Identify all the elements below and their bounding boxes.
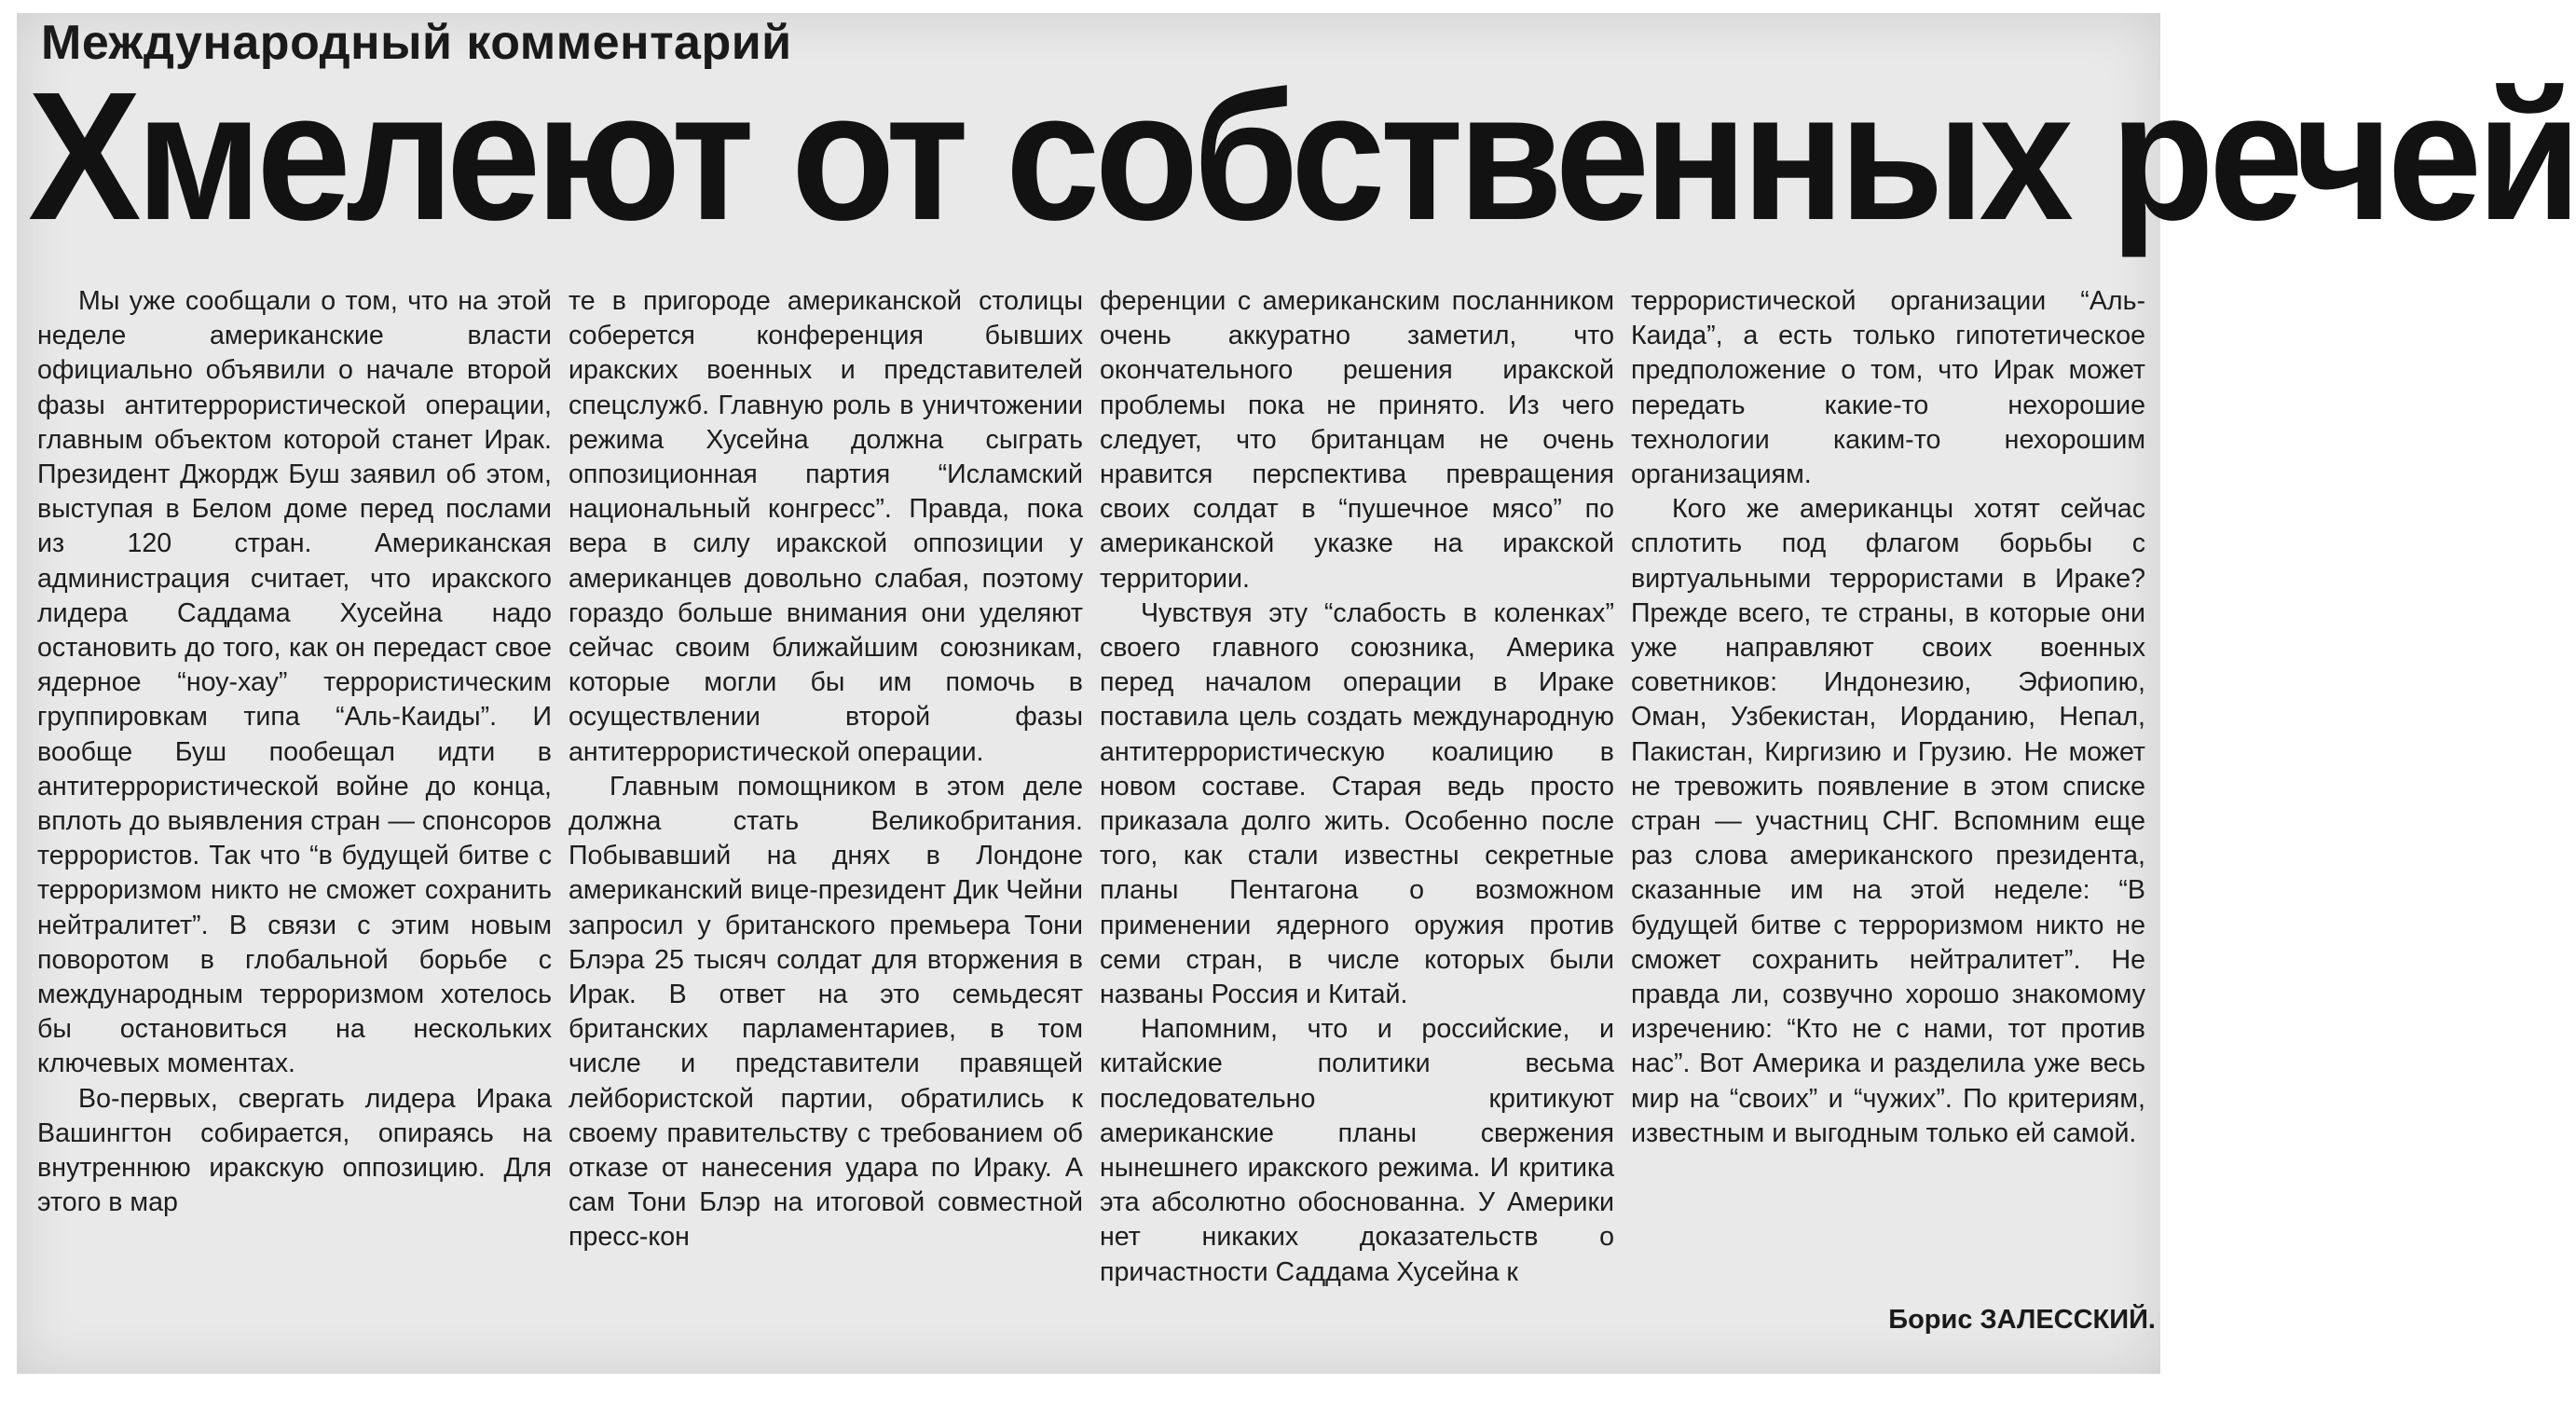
paragraph: ференции с американским посланником очень аккуратно заметил, что окончательного решения иракской проблемы пока не принято. Из чего следует, что британцам не очень нравится перспектива превращения своих солдат в “пушечное мясо” по американской указке на иракской территории. xyxy=(1100,286,1614,594)
paragraph: Главным помощником в этом деле должна стать Великобритания. Побывавший на днях в Лондоне американский вице-президент Дик Чейни запросил у британского премьера Тони Блэра 25 тысяч солдат для вторжения в Ирак. В ответ на это семьдесят британских парламентариев, в том числе и представители правящей лейбористской партии, обратились к своему правительству с требованием об отказе от нанесения удара по Ираку. А сам Тони Блэр на итоговой совместной пресс-кон xyxy=(569,771,1083,1253)
article-headline: Хмелеют от собственных речей xyxy=(28,54,2576,258)
paragraph: те в пригороде американской столицы соберется конференция бывших иракских военных и представителей спецслужб. Главную роль в уничтожении режима Хусейна должна сыграть оппозиционная партия “Исламский национальный конгресс”. Правда, пока вера в силу иракской оппозиции у американцев довольно слабая, поэтому гораздо больше внимания они уделяют сейчас своим ближайшим союзникам, которые могли бы им помочь в осуществлении второй фазы антитеррористической операции. xyxy=(569,286,1083,767)
article-body xyxy=(37,284,2162,1319)
paragraph: Чувствуя эту “слабость в коленках” своего главного союзника, Америка перед началом операции в Ираке поставила цель создать международную антитеррористическую коалицию в новом составе. Старая ведь просто приказала долго жить. Особенно после того, как стали известны секретные планы Пентагона о возможном применении ядерного оружия против семи стран, в числе которых были названы Россия и Китай. xyxy=(1100,597,1614,1010)
paragraph: террористической организации “Аль-Каида”, а есть только гипотетическое предположение о том, что Ирак может передать какие-то нехорошие технологии каким-то нехорошим организациям. xyxy=(1631,286,2145,490)
text-column-2 xyxy=(569,284,1100,1319)
paragraph: Во-первых, свергать лидера Ирака Вашингтон собирается, опираясь на внутреннюю иракскую оппозицию. Для этого в мар xyxy=(37,1083,552,1218)
text-column-1 xyxy=(37,284,569,1319)
author-signature: Борис ЗАЛЕССКИЙ. xyxy=(1888,1305,2156,1335)
text-column-4 xyxy=(1631,284,2162,1319)
section-rubric: Международный комментарий xyxy=(41,16,792,70)
paragraph: Напомним, что и российские, и китайские политики весьма последовательно критикуют американские планы свержения нынешнего иракского режима. И критика эта абсолютно обоснованна. У Америки нет никаких доказательств о причастности Саддама Хусейна к xyxy=(1100,1014,1614,1287)
paragraph: Кого же американцы хотят сейчас сплотить под флагом борьбы с виртуальными террористами в Ираке? Прежде всего, те страны, в которые они уже направляют своих военных советников: Индонезию, Эфиопию, Оман, Узбекистан, Иорданию, Непал, Пакистан, Киргизию и Грузию. Не может не тревожить появление в этом списке стран — участниц СНГ. Вспомним еще раз слова американского президента, сказанные им на этой неделе: “В будущей битве с терроризмом никто не сможет сохранить нейтралитет”. Не правда ли, созвучно хорошо знакомому изречению: “Кто не с нами, тот против нас”. Вот Америка и разделила уже весь мир на “своих” и “чужих”. По критериям, известным и выгодным только ей самой. xyxy=(1631,494,2145,1148)
text-column-3 xyxy=(1100,284,1631,1319)
paragraph: Мы уже сообщали о том, что на этой неделе американские власти официально объявили о начале второй фазы антитеррористической операции, главным объектом которой станет Ирак. Президент Джордж Буш заявил об этом, выступая в Белом доме перед послами из 120 стран. Американская администрация считает, что иракского лидера Саддама Хусейна надо остановить до того, как он передаст свое ядерное “ноу-хау” террористическим группировкам типа “Аль-Каиды”. И вообще Буш пообещал идти в антитеррористической войне до конца, вплоть до выявления стран — спонсоров террористов. Так что “в будущей битве с терроризмом никто не сможет сохранить нейтралитет”. В связи с этим новым поворотом в глобальной борьбе с международным терроризмом хотелось бы остановиться на нескольких ключевых моментах. xyxy=(37,286,552,1079)
